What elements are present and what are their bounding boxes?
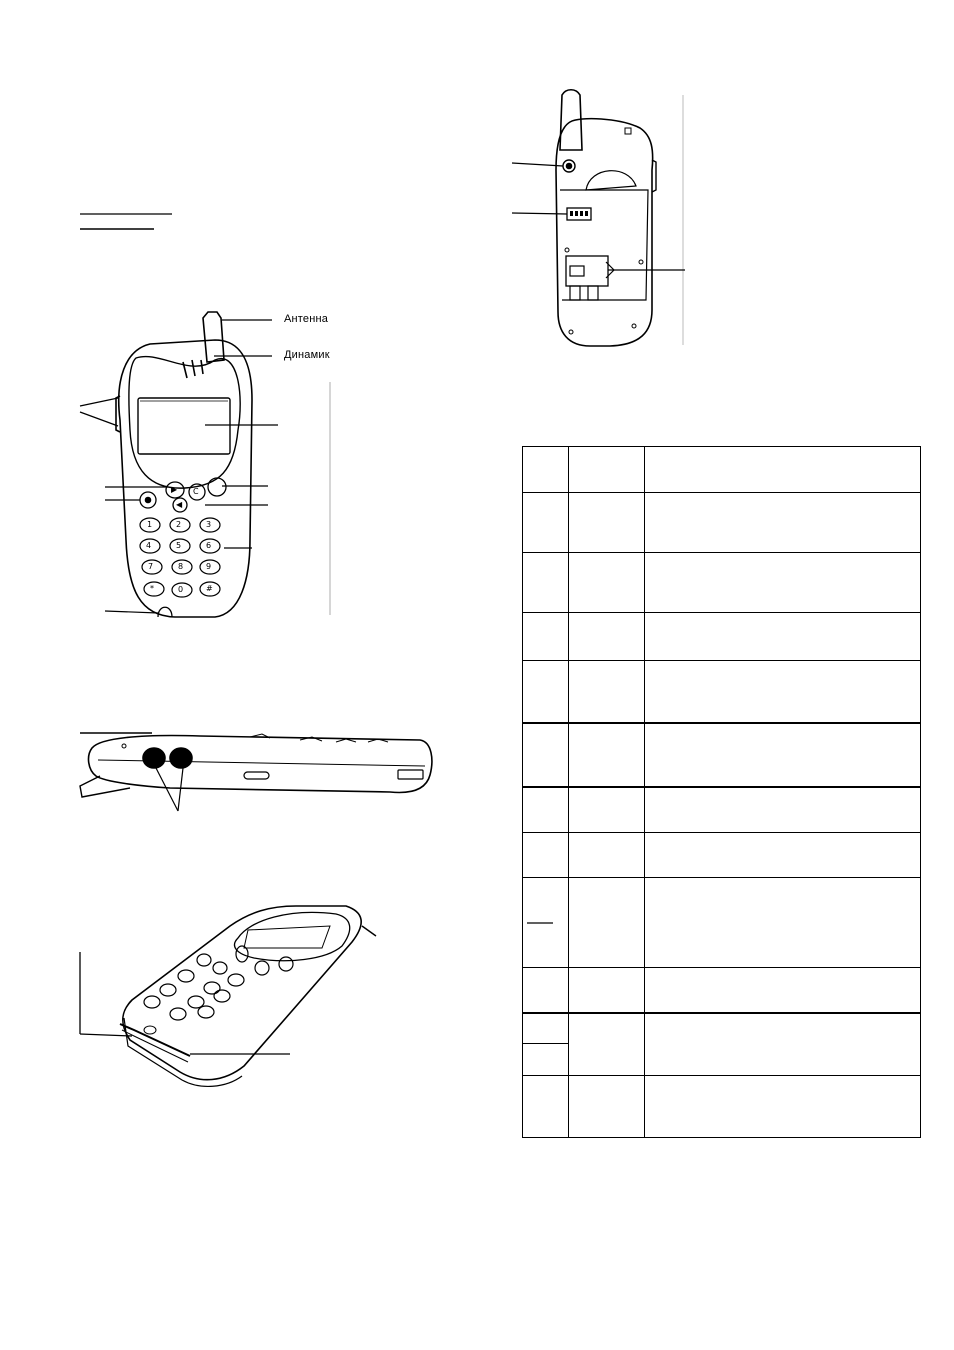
table-cell-description	[645, 493, 921, 553]
key-glyph: *	[150, 584, 154, 593]
table-row	[523, 877, 921, 967]
table-row	[523, 1075, 921, 1137]
table-row	[523, 787, 921, 832]
table-cell-item	[569, 723, 645, 787]
label-antenna: Антенна	[284, 313, 329, 325]
key-glyph: ◀	[176, 500, 183, 509]
table-cell-index	[523, 877, 569, 967]
table-row	[523, 613, 921, 661]
table-cell-index	[523, 1043, 569, 1075]
spec-table	[522, 446, 921, 1138]
key-glyph: 3	[206, 520, 212, 529]
table-cell-item	[569, 447, 645, 493]
table-cell-description	[645, 832, 921, 877]
table-cell-index	[523, 613, 569, 661]
table-cell-description	[645, 723, 921, 787]
table-row	[523, 723, 921, 787]
table-cell-index	[523, 1013, 569, 1043]
table-cell-index	[523, 723, 569, 787]
table-cell-index	[523, 967, 569, 1013]
table-row	[523, 447, 921, 493]
key-glyph: C	[193, 487, 199, 496]
spec-table-container	[522, 446, 921, 1138]
label-speaker: Динамик	[284, 349, 330, 361]
key-glyph: 9	[206, 562, 212, 571]
table-cell-item	[569, 613, 645, 661]
table-cell-description	[645, 447, 921, 493]
table-cell-item	[569, 1013, 645, 1075]
table-row	[523, 493, 921, 553]
key-glyph: 4	[146, 541, 152, 550]
table-row	[523, 1013, 921, 1043]
table-row	[523, 832, 921, 877]
table-cell-description	[645, 877, 921, 967]
key-glyph: 2	[176, 520, 182, 529]
table-cell-item	[569, 1075, 645, 1137]
table-cell-description	[645, 1075, 921, 1137]
table-cell-index	[523, 787, 569, 832]
table-cell-index	[523, 553, 569, 613]
key-glyph: ▶	[171, 485, 178, 494]
table-cell-description	[645, 613, 921, 661]
key-glyph: 7	[148, 562, 154, 571]
table-cell-item	[569, 661, 645, 723]
table-cell-index	[523, 447, 569, 493]
table-cell-item	[569, 553, 645, 613]
table-cell-description	[645, 553, 921, 613]
table-row	[523, 661, 921, 723]
table-cell-item	[569, 832, 645, 877]
table-cell-description	[645, 787, 921, 832]
table-cell-index	[523, 1075, 569, 1137]
table-cell-index	[523, 832, 569, 877]
table-cell-item	[569, 493, 645, 553]
table-cell-index	[523, 493, 569, 553]
table-cell-item	[569, 967, 645, 1013]
table-row	[523, 553, 921, 613]
table-cell-description	[645, 967, 921, 1013]
key-glyph: 8	[178, 562, 184, 571]
table-cell-index	[523, 661, 569, 723]
key-glyph: 0	[178, 585, 184, 594]
key-glyph: 5	[176, 541, 182, 550]
key-glyph: 1	[147, 520, 153, 529]
table-cell-item	[569, 787, 645, 832]
key-glyph: 6	[206, 541, 212, 550]
key-glyph: #	[206, 584, 213, 593]
table-cell-description	[645, 1013, 921, 1075]
table-row	[523, 967, 921, 1013]
table-cell-description	[645, 661, 921, 723]
table-cell-item	[569, 877, 645, 967]
